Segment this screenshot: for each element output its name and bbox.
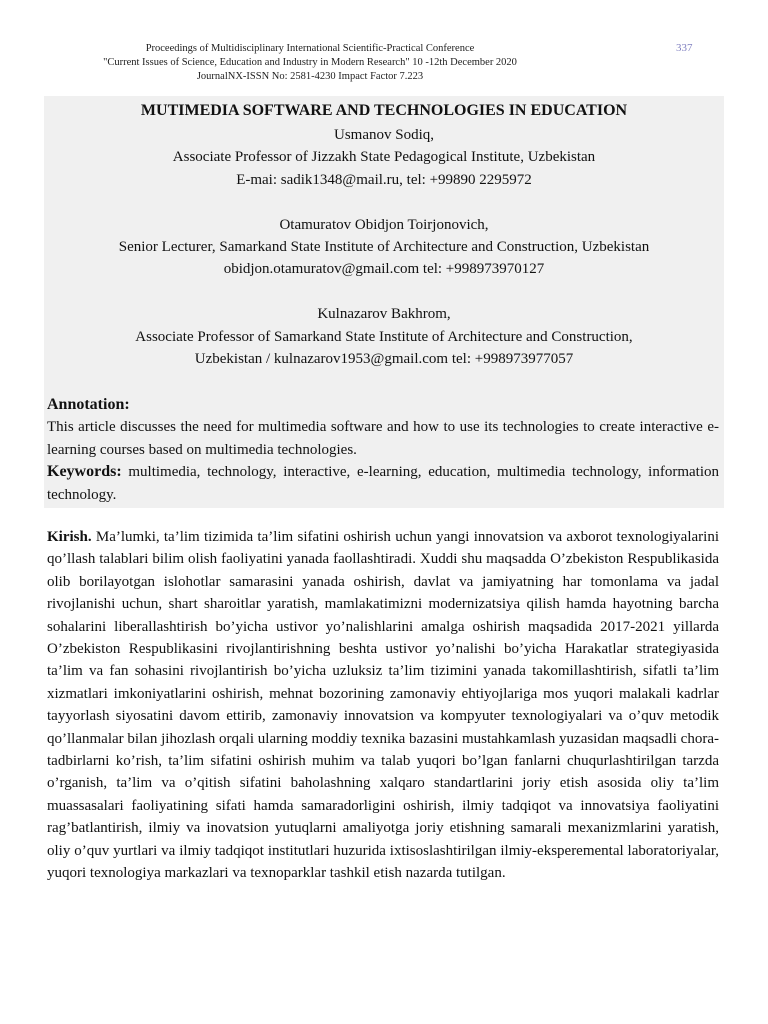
author-affiliation: Associate Professor of Jizzakh State Pedagogical Institute, Uzbekistan (172, 149, 596, 166)
author-affiliation: Associate Professor of Samarkand State Institute of Architecture and Construction, (135, 328, 633, 345)
spacer (44, 281, 724, 303)
annotation-heading: Annotation: (47, 396, 130, 413)
author-affiliation: Senior Lecturer, Samarkand State Institute of Architecture and Construction, Uzbekistan (118, 239, 650, 256)
introduction-label: Kirish. (47, 529, 92, 545)
running-header (0, 42, 620, 84)
author-contact: E-mai: sadik1348@mail.ru, tel: +99890 2295972 (236, 171, 532, 188)
introduction-paragraph (47, 526, 719, 885)
keywords-text: multimedia, technology, interactive, e-learning, education, multimedia technology, information technology. (47, 464, 719, 503)
keywords-label: Keywords: (47, 463, 122, 481)
author-contact: obidjon.otamuratov@gmail.com tel: +998973970127 (223, 261, 545, 278)
keywords-paragraph (47, 461, 719, 506)
paper-title: MUTIMEDIA SOFTWARE AND TECHNOLOGIES IN EDUCATION (140, 102, 628, 119)
author-name: Otamuratov Obidjon Toirjonovich, (279, 216, 489, 233)
author-list (44, 124, 724, 370)
header-journal-issn: JournalNX-ISSN No: 2581-4230 Impact Factor 7.223 (196, 71, 424, 82)
spacer (44, 191, 724, 213)
author-contact: Uzbekistan / kulnazarov1953@gmail.com tel: +998973977057 (194, 351, 574, 368)
header-conference: Proceedings of Multidisciplinary International Scientific-Practical Conference (145, 43, 475, 54)
author-name: Usmanov Sodiq, (333, 127, 434, 143)
annotation-section (47, 394, 719, 506)
header-conference-subtitle: "Current Issues of Science, Education and Industry in Modern Research" 10 -12th December 2020 (103, 57, 517, 68)
page-number: 337 (676, 42, 693, 54)
author-name: Kulnazarov Bakhrom, (317, 306, 451, 323)
introduction-text: Ma’lumki, ta’lim tizimida ta’lim sifatini oshirish uchun yangi innovatsion va axborot texnologiyalarini qo’llash talablari bilim olish faoliyatini yanada faollashtiradi. Xuddi shu maqsadda O’zbekiston Respublikasida olib borilayotgan islohotlar samarasini yanada oshirish, davlat va jamiyatning har tomonlama va jadal rivojlanishi uchun, shart sharoitlar yaratish, mamlakatimizni modernizatsiya qilish hamda hayotning barcha sohalarini liberallashtirish bo’yicha ustivor yo’nalishlarini amalga oshirish maqsadida 2017-2021 yillarda O’zbekiston Respublikasini rivojlantirishning beshta ustivor yo’nalishi bo’yicha Harakatlar strategiyasida ta’lim va fan sohasini rivojlantirish bo’yicha uzluksiz ta’lim tizimini yanada takomillashtirish, sifatli ta’lim xizmatlari imkoniyatlarini oshirish, mehnat bozorining zamonaviy ehtiyojlariga mos yuqori malakali kadrlar tayyorlash siyosatini davom ettirib, zamonaviy innovatsion va kompyuter texnologiyalari va o’quv metodik qo’llanmalar bilan jihozlash orqali ularning moddiy texnika bazasini mustahkamlash yuzasidan maqsadli chora-tadbirlarni ko’rish, ta’lim sifatini oshirish muhim va talab yuqori bo’lgan fanlarni chuqurlashtirilgan tarzda o’rganish, ta’lim va o’qitish sifatini baholashning xalqaro standartlarini joriy etish asosida oliy ta’lim muassasalari faoliyatining sifati hamda samaradorligini oshirish, ilmiy tadqiqot va innovatsiya faoliyatini rag’batlantirish, ilmiy va inovatsion yutuqlarni amaliyotga joriy etishning samarali mexanizmlarini yaratish, oliy o’quv yurtlari va ilmiy tadqiqot institutlari huzurida ixtisoslashtirilgan ilmiy-eksperemental laboratoriyalar, yuqori texnologiya markazlari va texnoparklar tashkil etish nazarda tutilgan. (47, 529, 719, 882)
annotation-text: This article discusses the need for multimedia software and how to use its technologies to create interactive e-learning courses based on multimedia technologies. (47, 419, 719, 458)
